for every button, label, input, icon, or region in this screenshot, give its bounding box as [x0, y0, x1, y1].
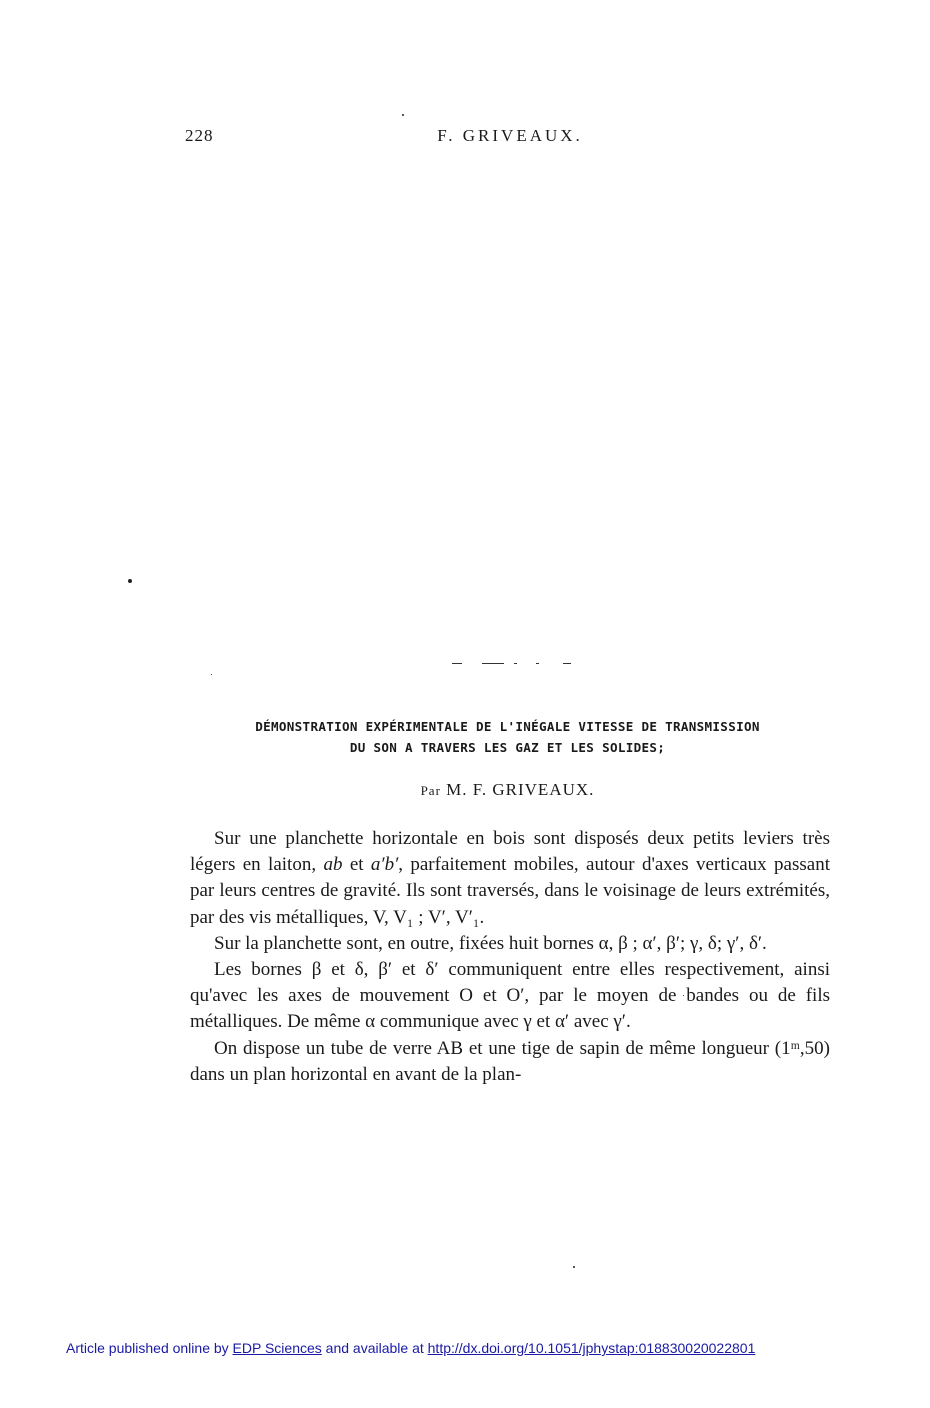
- article-title-line: DÉMONSTRATION EXPÉRIMENTALE DE L'INÉGALE VITESSE DE TRANSMISSION: [255, 719, 760, 734]
- print-speck: [128, 579, 132, 583]
- author-line: [185, 780, 830, 800]
- print-speck: [573, 1266, 575, 1268]
- author-name: M. F. GRIVEAUX.: [446, 780, 595, 799]
- print-speck: [211, 674, 212, 675]
- publisher-link[interactable]: EDP Sciences: [232, 1340, 322, 1356]
- lever-label: ab: [323, 854, 343, 876]
- paragraph: Les bornes β et δ, β′ et δ′ communiquent entre elles respectivement, ainsi qu'avec les axes de mouvement O et O′, par le moyen de bandes ou de fils métalliques. De même α communique avec γ et α′ avec γ′.: [190, 959, 830, 1033]
- author-prefix: Par: [420, 783, 441, 798]
- print-speck: [402, 114, 404, 116]
- paragraph: Sur une planchette horizontale en bois sont disposés deux petits leviers très légers en laiton, ab et a′b′, parfaitement mobiles, autour d'axes verticaux passant par leurs centres de gravité. Ils sont traversés, dans le voisinage de leurs extrémités, par des vis métalliques, V, V₁ ; V′, V′₁.: [190, 828, 830, 928]
- paragraph: On dispose un tube de verre AB et une tige de sapin de même longueur (1ᵐ,50) dans un plan horizontal en avant de la plan-: [190, 1037, 830, 1085]
- article-title-line: DU SON A TRAVERS LES GAZ ET LES SOLIDES;: [349, 740, 666, 755]
- paragraph: Sur la planchette sont, en outre, fixées huit bornes α, β ; α′, β′; γ, δ; γ′, δ′.: [214, 932, 767, 954]
- running-title: F. GRIVEAUX.: [437, 126, 583, 145]
- page-number: 228: [185, 126, 214, 145]
- article-body: [190, 826, 830, 1088]
- publication-footer: Article published online by EDP Sciences and available at http://dx.doi.org/10.1051/jphystap:018830020022801: [66, 1340, 756, 1356]
- doi-link[interactable]: http://dx.doi.org/10.1051/jphystap:018830020022801: [427, 1340, 756, 1356]
- article-title: [185, 716, 830, 758]
- section-separator: [452, 663, 572, 667]
- lever-label: a′b′: [370, 854, 399, 876]
